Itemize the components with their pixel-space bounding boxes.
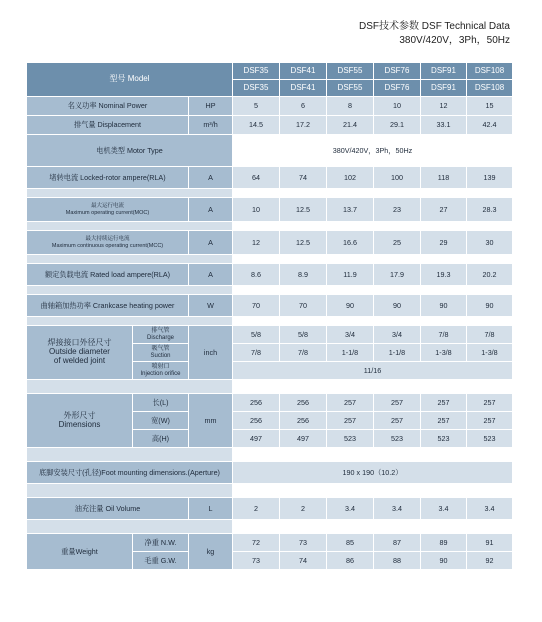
row-unit: A	[189, 264, 233, 286]
row-label: 曲轴箱加热功率 Crankcase heating power	[27, 295, 189, 317]
row-label	[27, 198, 189, 222]
spacer-row	[27, 255, 513, 264]
value-cell: 7/8	[280, 344, 327, 362]
value-cell: 87	[374, 534, 421, 552]
row-unit: HP	[189, 97, 233, 116]
value-cell: 2	[233, 498, 280, 520]
technical-data-table	[26, 62, 513, 570]
value-cell: 91	[467, 534, 513, 552]
value-cell: 89	[421, 534, 467, 552]
sub-label-en: Discharge	[146, 334, 174, 341]
value-cell: 12.5	[280, 198, 327, 222]
row-unit: A	[189, 198, 233, 222]
header-subtitle: 380V/420V，3Ph，50Hz	[399, 35, 510, 46]
sub-label-cn: 吸气管	[151, 345, 170, 352]
value-cell: 497	[280, 430, 327, 448]
value-cell: 23	[374, 198, 421, 222]
value-cell: 257	[467, 394, 513, 412]
model-cell: DSF55	[327, 63, 374, 80]
rated-load-row	[27, 264, 513, 286]
foot-mounting-row	[27, 462, 513, 484]
document-header	[359, 20, 510, 48]
value-cell: 3.4	[374, 498, 421, 520]
value-cell: 17.9	[374, 264, 421, 286]
value-cell: 90	[327, 295, 374, 317]
sub-label-en: Suction	[150, 352, 171, 359]
spacer-row	[27, 189, 513, 198]
value-cell: 90	[421, 552, 467, 570]
row-unit: inch	[189, 326, 233, 380]
spacer-row	[27, 448, 513, 462]
value-cell: 257	[374, 394, 421, 412]
row-unit: A	[189, 167, 233, 189]
value-cell: 25	[374, 231, 421, 255]
value-cell: 139	[467, 167, 513, 189]
dimensions-label-en: Dimensions	[58, 419, 101, 429]
value-cell: 257	[467, 412, 513, 430]
value-cell: 85	[327, 534, 374, 552]
value-cell: 3/4	[374, 326, 421, 344]
value-cell: 1-3/8	[421, 344, 467, 362]
motor-type-row	[27, 135, 513, 167]
foot-mounting-value: 190 x 190（10.2）	[233, 462, 513, 484]
sub-label	[133, 326, 189, 344]
max-continuous-current-row	[27, 231, 513, 255]
value-cell: 257	[327, 412, 374, 430]
joint-label-en2: of welded joint	[53, 355, 106, 365]
model-cell: DSF35	[233, 80, 280, 97]
value-cell: 11.9	[327, 264, 374, 286]
spacer-row	[27, 484, 513, 498]
value-cell: 72	[233, 534, 280, 552]
crankcase-heating-row	[27, 295, 513, 317]
value-cell: 497	[233, 430, 280, 448]
model-cell: DSF91	[421, 63, 467, 80]
model-cell: DSF108	[467, 80, 513, 97]
row-label-en: Maximum operating current(MOC)	[65, 209, 150, 216]
net-weight-row	[27, 534, 513, 552]
value-cell: 1-3/8	[467, 344, 513, 362]
value-cell: 28.3	[467, 198, 513, 222]
sub-label-en: Injection orifice	[140, 370, 181, 377]
dimensions-label-cn: 外形尺寸	[63, 410, 96, 420]
row-unit: L	[189, 498, 233, 520]
value-cell: 523	[374, 430, 421, 448]
value-cell: 257	[327, 394, 374, 412]
sub-label	[133, 362, 189, 380]
value-cell: 3/4	[327, 326, 374, 344]
value-cell: 5/8	[280, 326, 327, 344]
dimensions-label	[27, 394, 133, 448]
spacer-row	[27, 222, 513, 231]
value-cell: 29.1	[374, 116, 421, 135]
max-operating-current-row	[27, 198, 513, 222]
model-cell: DSF41	[280, 63, 327, 80]
value-cell: 90	[467, 295, 513, 317]
value-cell: 64	[233, 167, 280, 189]
value-cell: 92	[467, 552, 513, 570]
value-cell: 20.2	[467, 264, 513, 286]
value-cell: 257	[421, 412, 467, 430]
value-cell: 523	[327, 430, 374, 448]
value-cell: 70	[233, 295, 280, 317]
value-cell: 7/8	[233, 344, 280, 362]
value-cell: 42.4	[467, 116, 513, 135]
value-cell: 15	[467, 97, 513, 116]
model-cell: DSF108	[467, 63, 513, 80]
value-cell: 88	[374, 552, 421, 570]
spacer-row	[27, 286, 513, 295]
row-label: 堵转电流 Locked-rotor ampere(RLA)	[27, 167, 189, 189]
row-unit: mm	[189, 394, 233, 448]
value-cell: 14.5	[233, 116, 280, 135]
sub-label: 长(L)	[133, 394, 189, 412]
value-cell: 3.4	[467, 498, 513, 520]
value-cell: 19.3	[421, 264, 467, 286]
spacer-row	[27, 317, 513, 326]
value-cell: 12.5	[280, 231, 327, 255]
value-cell: 5	[233, 97, 280, 116]
model-cell: DSF55	[327, 80, 374, 97]
locked-rotor-row	[27, 167, 513, 189]
row-label: 油充注量 Oil Volume	[27, 498, 189, 520]
model-label: 型号 Model	[27, 63, 233, 97]
value-cell: 1-1/8	[374, 344, 421, 362]
row-label-cn: 最大持续运行电流	[85, 236, 130, 243]
model-cell: DSF91	[421, 80, 467, 97]
row-label	[27, 231, 189, 255]
sub-label: 高(H)	[133, 430, 189, 448]
value-cell: 8.9	[280, 264, 327, 286]
sub-label	[133, 344, 189, 362]
value-cell: 74	[280, 552, 327, 570]
value-cell: 1-1/8	[327, 344, 374, 362]
displacement-row	[27, 116, 513, 135]
sub-label: 宽(W)	[133, 412, 189, 430]
sub-label: 净重 N.W.	[133, 534, 189, 552]
value-cell: 90	[421, 295, 467, 317]
row-label: 底脚安装尺寸(孔径)Foot mounting dimensions.(Aperture)	[27, 462, 233, 484]
value-cell: 256	[280, 394, 327, 412]
row-label: 排气量 Displacement	[27, 116, 189, 135]
row-unit: kg	[189, 534, 233, 570]
value-cell: 12	[233, 231, 280, 255]
motor-type-value: 380V/420V，3Ph，50Hz	[233, 135, 513, 167]
value-cell: 8.6	[233, 264, 280, 286]
row-label-cn: 最大运行电流	[90, 203, 124, 210]
row-unit: W	[189, 295, 233, 317]
value-cell: 33.1	[421, 116, 467, 135]
model-header-row-1	[27, 63, 513, 80]
weight-label: 重量Weight	[27, 534, 133, 570]
spacer-row	[27, 520, 513, 534]
header-title: DSF技术参数 DSF Technical Data	[359, 21, 510, 32]
model-cell: DSF35	[233, 63, 280, 80]
value-cell: 257	[421, 394, 467, 412]
value-cell: 10	[374, 97, 421, 116]
oil-volume-row	[27, 498, 513, 520]
value-cell: 21.4	[327, 116, 374, 135]
joint-label-cn: 焊接接口外径尺寸	[47, 338, 112, 348]
row-label: 名义功率 Nominal Power	[27, 97, 189, 116]
value-cell: 13.7	[327, 198, 374, 222]
value-cell: 523	[467, 430, 513, 448]
length-row	[27, 394, 513, 412]
value-cell: 257	[374, 412, 421, 430]
row-unit: m³/h	[189, 116, 233, 135]
model-cell: DSF76	[374, 63, 421, 80]
value-cell: 16.6	[327, 231, 374, 255]
value-cell: 6	[280, 97, 327, 116]
sub-label-cn: 排气管	[151, 327, 170, 334]
value-cell: 10	[233, 198, 280, 222]
value-cell: 256	[233, 412, 280, 430]
value-cell: 86	[327, 552, 374, 570]
model-cell: DSF76	[374, 80, 421, 97]
value-cell: 7/8	[467, 326, 513, 344]
value-cell: 90	[374, 295, 421, 317]
value-cell: 102	[327, 167, 374, 189]
value-cell: 70	[280, 295, 327, 317]
discharge-row	[27, 326, 513, 344]
value-cell: 7/8	[421, 326, 467, 344]
sub-label-cn: 喷射口	[151, 363, 170, 370]
model-cell: DSF41	[280, 80, 327, 97]
value-cell: 3.4	[327, 498, 374, 520]
value-cell: 2	[280, 498, 327, 520]
value-cell: 27	[421, 198, 467, 222]
row-unit: A	[189, 231, 233, 255]
value-cell: 12	[421, 97, 467, 116]
sub-label: 毛重 G.W.	[133, 552, 189, 570]
joint-label-en1: Outside diameter	[49, 347, 110, 357]
joint-label	[27, 326, 133, 380]
value-cell: 118	[421, 167, 467, 189]
value-cell: 5/8	[233, 326, 280, 344]
row-label: 额定负载电流 Rated load ampere(RLA)	[27, 264, 189, 286]
value-cell: 523	[421, 430, 467, 448]
value-cell: 73	[233, 552, 280, 570]
row-label: 电机类型 Motor Type	[27, 135, 233, 167]
value-cell: 8	[327, 97, 374, 116]
value-cell: 30	[467, 231, 513, 255]
injection-value: 11/16	[233, 362, 513, 380]
spacer-row	[27, 380, 513, 394]
value-cell: 256	[280, 412, 327, 430]
value-cell: 256	[233, 394, 280, 412]
value-cell: 74	[280, 167, 327, 189]
value-cell: 17.2	[280, 116, 327, 135]
value-cell: 100	[374, 167, 421, 189]
value-cell: 29	[421, 231, 467, 255]
row-label-en: Maximum continuous operating current(MCC)	[51, 242, 164, 249]
nominal-power-row	[27, 97, 513, 116]
value-cell: 3.4	[421, 498, 467, 520]
value-cell: 73	[280, 534, 327, 552]
